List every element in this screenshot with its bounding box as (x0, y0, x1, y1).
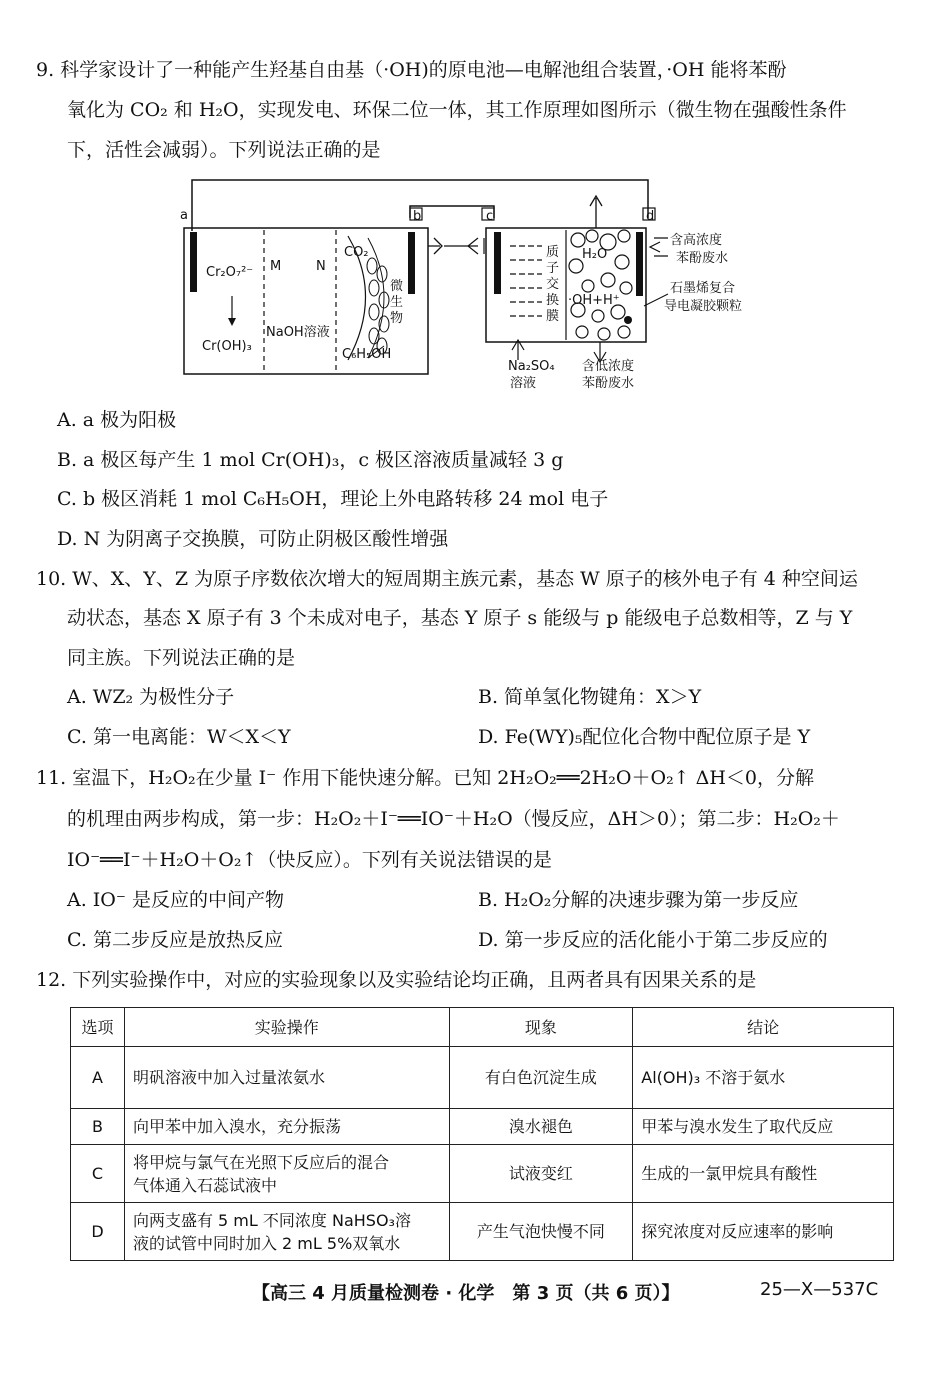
q11-option-b: B. H₂O₂分解的决速步骤为第一步反应 (478, 889, 799, 911)
label-low-phenol-1: 含低浓度 (582, 359, 635, 374)
label-croh3: Cr(OH)₃ (202, 339, 252, 354)
label-microbe-1: 微 (390, 279, 404, 294)
row-phenomenon: 试液变红 (449, 1145, 633, 1203)
q10-option-a: A. WZ₂ 为极性分子 (67, 686, 235, 708)
row-operation-line2: 液的试管中同时加入 2 mL 5%双氧水 (132, 1233, 401, 1253)
q11-stem-line2: 的机理由两步构成，第一步：H₂O₂＋I⁻══IO⁻＋H₂O（慢反应，ΔH＞0）；第二步：H₂O₂＋ (67, 808, 840, 830)
label-solution: 溶液 (510, 376, 537, 391)
label-cr2o7: Cr₂O₇²⁻ (206, 265, 254, 280)
electrode-c (494, 232, 501, 294)
label-a: a (180, 208, 188, 223)
label-membrane-3: 交 (546, 277, 560, 292)
table-row (71, 1203, 894, 1261)
label-phenol: C₆H₅OH (342, 347, 392, 362)
q9-stem-line3: 下，活性会减弱）。下列说法正确的是 (67, 139, 381, 161)
label-high-phenol-1: 含高浓度 (670, 233, 723, 248)
electrode-b (408, 232, 415, 294)
label-h2o: H₂O (582, 247, 608, 262)
q9-stem-line2: 氧化为 CO₂ 和 H₂O，实现发电、环保二位一体，其工作原理如图所示（微生物在强酸性条件 (67, 99, 847, 121)
experiment-table (70, 1007, 894, 1261)
electrode-a (190, 232, 197, 292)
table-row (71, 1109, 894, 1145)
label-naoh: NaOH溶液 (266, 325, 330, 340)
label-high-phenol-2: 苯酚废水 (676, 251, 729, 266)
electrode-d (636, 232, 643, 296)
label-membrane-2: 子 (546, 261, 560, 276)
label-co2: CO₂ (344, 245, 369, 260)
label-membrane-5: 膜 (546, 309, 560, 324)
header-phenomenon: 现象 (449, 1008, 633, 1047)
row-conclusion: Al(OH)₃ 不溶于氨水 (633, 1047, 894, 1109)
row-phenomenon: 有白色沉淀生成 (449, 1047, 633, 1109)
row-option: B (71, 1109, 125, 1145)
row-option: D (71, 1203, 125, 1261)
row-phenomenon: 产生气泡快慢不同 (449, 1203, 633, 1261)
label-N: N (316, 259, 326, 274)
row-operation-line1: 将甲烷与氯气在光照下反应后的混合 (132, 1152, 389, 1172)
label-d: d (646, 209, 655, 224)
table-header-row (71, 1008, 894, 1047)
page-footer: 【高三 4 月质量检测卷 · 化学 第 3 页（共 6 页）】 (252, 1283, 680, 1304)
row-operation-line1: 向两支盛有 5 mL 不同浓度 NaHSO₃溶 (132, 1210, 411, 1230)
q11-stem-line1: 11. 室温下，H₂O₂在少量 I⁻ 作用下能快速分解。已知 2H₂O₂══2H₂O＋O₂↑ ΔH＜0，分解 (36, 767, 815, 789)
label-microbe-2: 生 (390, 295, 404, 310)
label-b: b (413, 209, 422, 224)
q9-option-c: C. b 极区消耗 1 mol C₆H₅OH，理论上外电路转移 24 mol 电子 (57, 488, 609, 510)
q11-option-d: D. 第一步反应的活化能小于第二步反应的 (478, 929, 828, 951)
label-membrane-1: 质 (546, 245, 560, 260)
row-option: C (71, 1145, 125, 1203)
q10-stem-line3: 同主族。下列说法正确的是 (67, 647, 296, 669)
label-M: M (270, 259, 282, 274)
row-operation (124, 1145, 449, 1203)
q11-option-c: C. 第二步反应是放热反应 (67, 929, 283, 951)
label-graphene-1: 石墨烯复合 (670, 281, 736, 296)
q11-stem-line3: IO⁻══I⁻＋H₂O＋O₂↑（快反应）。下列有关说法错误的是 (67, 849, 552, 871)
q9-option-d: D. N 为阴离子交换膜，可防止阴极区酸性增强 (57, 528, 449, 550)
q9-diagram (178, 176, 778, 394)
q10-option-b: B. 简单氢化物键角：X＞Y (478, 686, 702, 708)
row-operation (124, 1203, 449, 1261)
row-option: A (71, 1047, 125, 1109)
label-c: c (486, 209, 494, 224)
row-operation-text: 向甲苯中加入溴水，充分振荡 (132, 1117, 341, 1136)
table-row (71, 1145, 894, 1203)
row-operation-text: 明矾溶液中加入过量浓氨水 (132, 1068, 325, 1087)
row-conclusion: 生成的一氯甲烷具有酸性 (633, 1145, 894, 1203)
q9-option-a: A. a 极为阳极 (57, 409, 177, 431)
label-membrane-4: 换 (546, 293, 560, 308)
q10-stem-line1: 10. W、X、Y、Z 为原子序数依次增大的短周期主族元素，基态 W 原子的核外电子有 4 种空间运 (36, 568, 858, 590)
row-operation (124, 1109, 449, 1145)
header-operation: 实验操作 (124, 1008, 449, 1047)
q9-option-b: B. a 极区每产生 1 mol Cr(OH)₃，c 极区溶液质量减轻 3 g (57, 449, 564, 471)
row-phenomenon: 溴水褪色 (449, 1109, 633, 1145)
row-operation (124, 1047, 449, 1109)
row-conclusion: 探究浓度对反应速率的影响 (633, 1203, 894, 1261)
row-operation-line2: 气体通入石蕊试液中 (132, 1175, 277, 1195)
q11-option-a: A. IO⁻ 是反应的中间产物 (67, 889, 284, 911)
q10-option-d: D. Fe(WY)₅配位化合物中配位原子是 Y (478, 726, 811, 748)
label-microbe-3: 物 (390, 311, 404, 326)
row-conclusion: 甲苯与溴水发生了取代反应 (633, 1109, 894, 1145)
table-row (71, 1047, 894, 1109)
label-graphene-2: 导电凝胶颗粒 (664, 299, 743, 314)
header-conclusion: 结论 (633, 1008, 894, 1047)
q12-stem: 12. 下列实验操作中，对应的实验现象以及实验结论均正确，且两者具有因果关系的是 (36, 969, 757, 991)
paper-code: 25—X—537C (760, 1279, 879, 1300)
header-option: 选项 (71, 1008, 125, 1047)
q10-stem-line2: 动状态，基态 X 原子有 3 个未成对电子，基态 Y 原子 s 能级与 p 能级电子总数相等，Z 与 Y (67, 607, 853, 629)
label-oh-h: ·OH+H⁺ (568, 293, 620, 308)
label-low-phenol-2: 苯酚废水 (582, 376, 635, 391)
q9-stem-line1: 9. 科学家设计了一种能产生羟基自由基（·OH)的原电池—电解池组合装置，·OH 能将苯酚 (36, 59, 787, 81)
label-na2so4: Na₂SO₄ (508, 359, 555, 374)
q10-option-c: C. 第一电离能：W＜X＜Y (67, 726, 291, 748)
